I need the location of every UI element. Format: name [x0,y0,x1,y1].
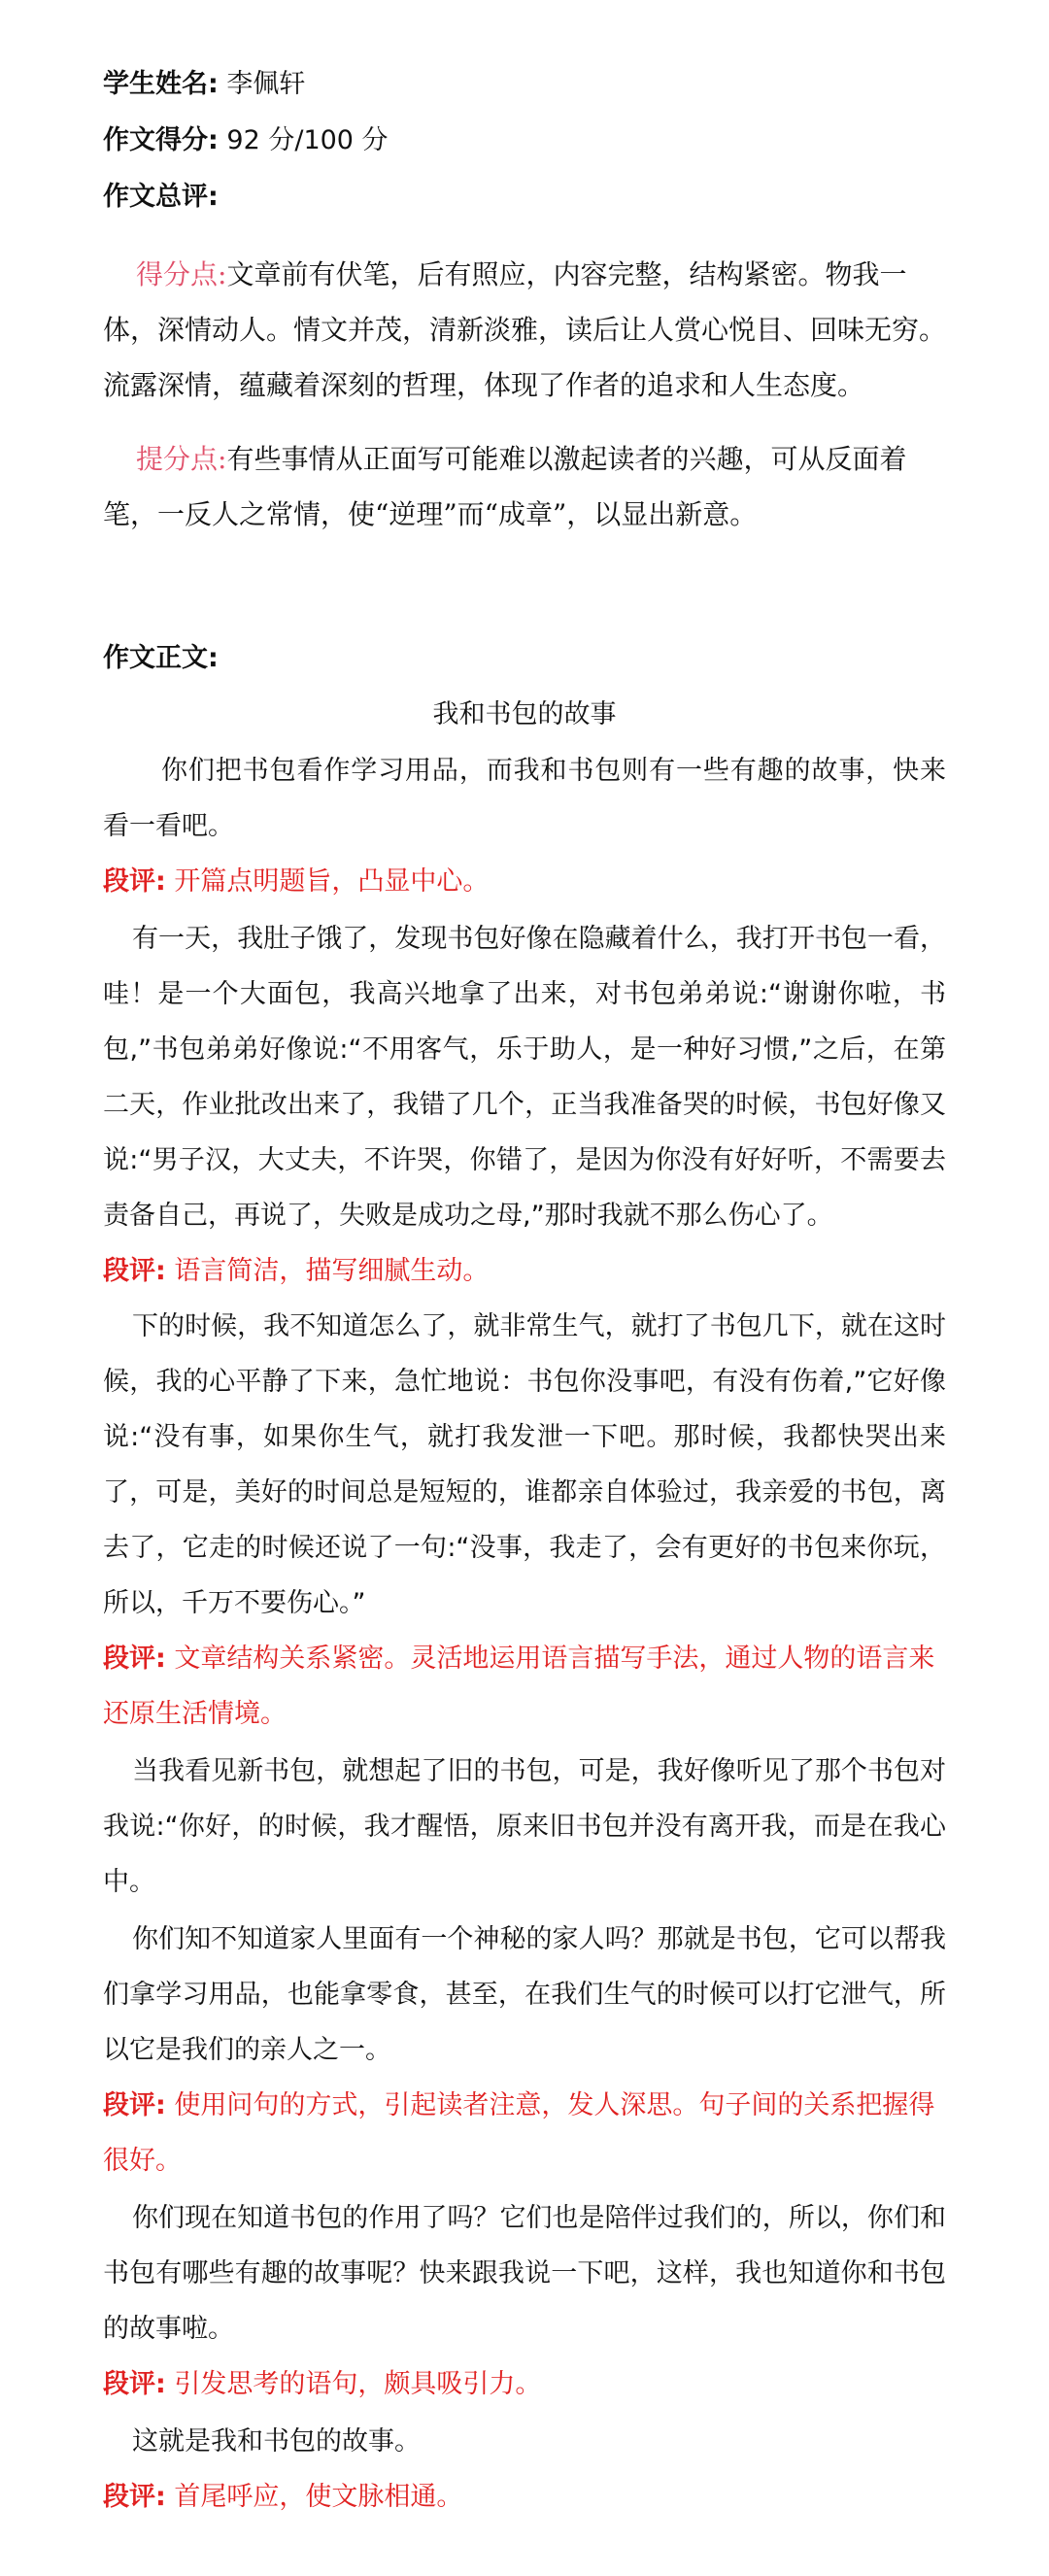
essay-paragraph: 下的时候，我不知道怎么了，就非常生气，就打了书包几下，就在这时候，我的心平静了下来，急忙地说：书包你没事吧，有没有伤着,”它好像说:“没有事，如果你生气，就打我发泄一下吧。那时候，我都快哭出来了，可是，美好的时间总是短短的，谁都亲自体验过，我亲爱的书包，离去了，它走的时候还说了一句:“没事，我走了，会有更好的书包来你玩，所以，千万不要伤心。” [103,1311,946,1618]
scoring-points-tag: 得分点: [136,258,227,290]
paragraph-review [103,854,946,909]
student-name-value: 李佩轩 [226,69,306,99]
paragraph-review-label: 段评: [103,2482,166,2512]
paragraph-review-text: 开篇点明题旨，凸显中心。 [174,866,490,897]
paragraph-review [103,2078,946,2188]
essay-score-label: 作文得分: [103,125,219,155]
paragraph-review-text: 使用问句的方式，引起读者注意，发人深思。句子间的关系把握得很好。 [103,2090,935,2176]
paragraph-review [103,2469,946,2525]
student-name-label: 学生姓名: [103,69,219,99]
paragraph-review [103,1243,946,1299]
essay-paragraph: 有一天，我肚子饿了，发现书包好像在隐藏着什么，我打开书包一看，哇！是一个大面包，我高兴地拿了出来，对书包弟弟说:“谢谢你啦，书包,”书包弟弟好像说:“不用客气，乐于助人，是一种好习惯,”之后，在第二天，作业批改出来了，我错了几个，正当我准备哭的时候，书包好像又说:“男子汉，大丈夫，不许哭，你错了，是因为你没有好好听，不需要去责备自己，再说了，失败是成功之母,”那时我就不那么伤心了。 [103,924,946,1231]
paragraph-review-text: 文章结构关系紧密。灵活地运用语言描写手法，通过人物的语言来还原生活情境。 [103,1644,935,1729]
paragraph-review [103,2356,946,2412]
paragraph-review-label: 段评: [103,1644,166,1674]
paragraph-review-label: 段评: [103,2369,166,2399]
paragraph-review-text: 语言简洁，描写细腻生动。 [174,1256,490,1286]
essay-score-row [103,113,946,169]
paragraph-review-text: 首尾呼应，使文脉相通。 [174,2482,463,2512]
essay-paragraph: 你们现在知道书包的作用了吗？它们也是陪伴过我们的，所以，你们和书包有哪些有趣的故事呢？快来跟我说一下吧，这样，我也知道你和书包的故事啦。 [103,2203,946,2344]
essay-paragraph: 你们把书包看作学习用品，而我和书包则有一些有趣的故事，快来看一看吧。 [103,756,946,841]
student-name-row [103,56,946,113]
paragraph-review-label: 段评: [103,866,166,897]
essay-body-label: 作文正文: [103,643,219,673]
essay-score-value: 92 分/100 分 [226,125,389,155]
paragraph-review [103,1631,946,1742]
paragraph-review-label: 段评: [103,2090,166,2120]
essay-paragraph: 这就是我和书包的故事。 [132,2426,421,2457]
essay-paragraph: 你们知不知道家人里面有一个神秘的家人吗？那就是书包，它可以帮我们拿学习用品，也能拿零食，甚至，在我们生气的时候可以打它泄气，所以它是我们的亲人之一。 [103,1924,946,2065]
scoring-points-text: 文章前有伏笔，后有照应，内容完整，结构紧密。物我一体，深情动人。情文并茂，清新淡雅，读后让人赏心悦目、回味无穷。流露深情，蕴藏着深刻的哲理，体现了作者的追求和人生态度。 [103,258,947,401]
improvement-points-tag: 提分点: [136,443,227,475]
overall-comment-label: 作文总评: [103,182,219,212]
improvement-points-comment [103,431,946,542]
essay-title: 我和书包的故事 [432,699,617,729]
essay-paragraph: 当我看见新书包，就想起了旧的书包，可是，我好像听见了那个书包对我说:“你好，的时候，我才醒悟，原来旧书包并没有离开我，而是在我心中。 [103,1756,946,1897]
scoring-points-comment [103,247,946,413]
overall-comment-row [103,169,946,225]
paragraph-review-text: 引发思考的语句，颇具吸引力。 [174,2369,542,2399]
improvement-points-text: 有些事情从正面写可能难以激起读者的兴趣，可从反面着笔，一反人之常情，使“逆理”而“成章”，以显出新意。 [103,443,907,530]
paragraph-review-label: 段评: [103,1256,166,1286]
